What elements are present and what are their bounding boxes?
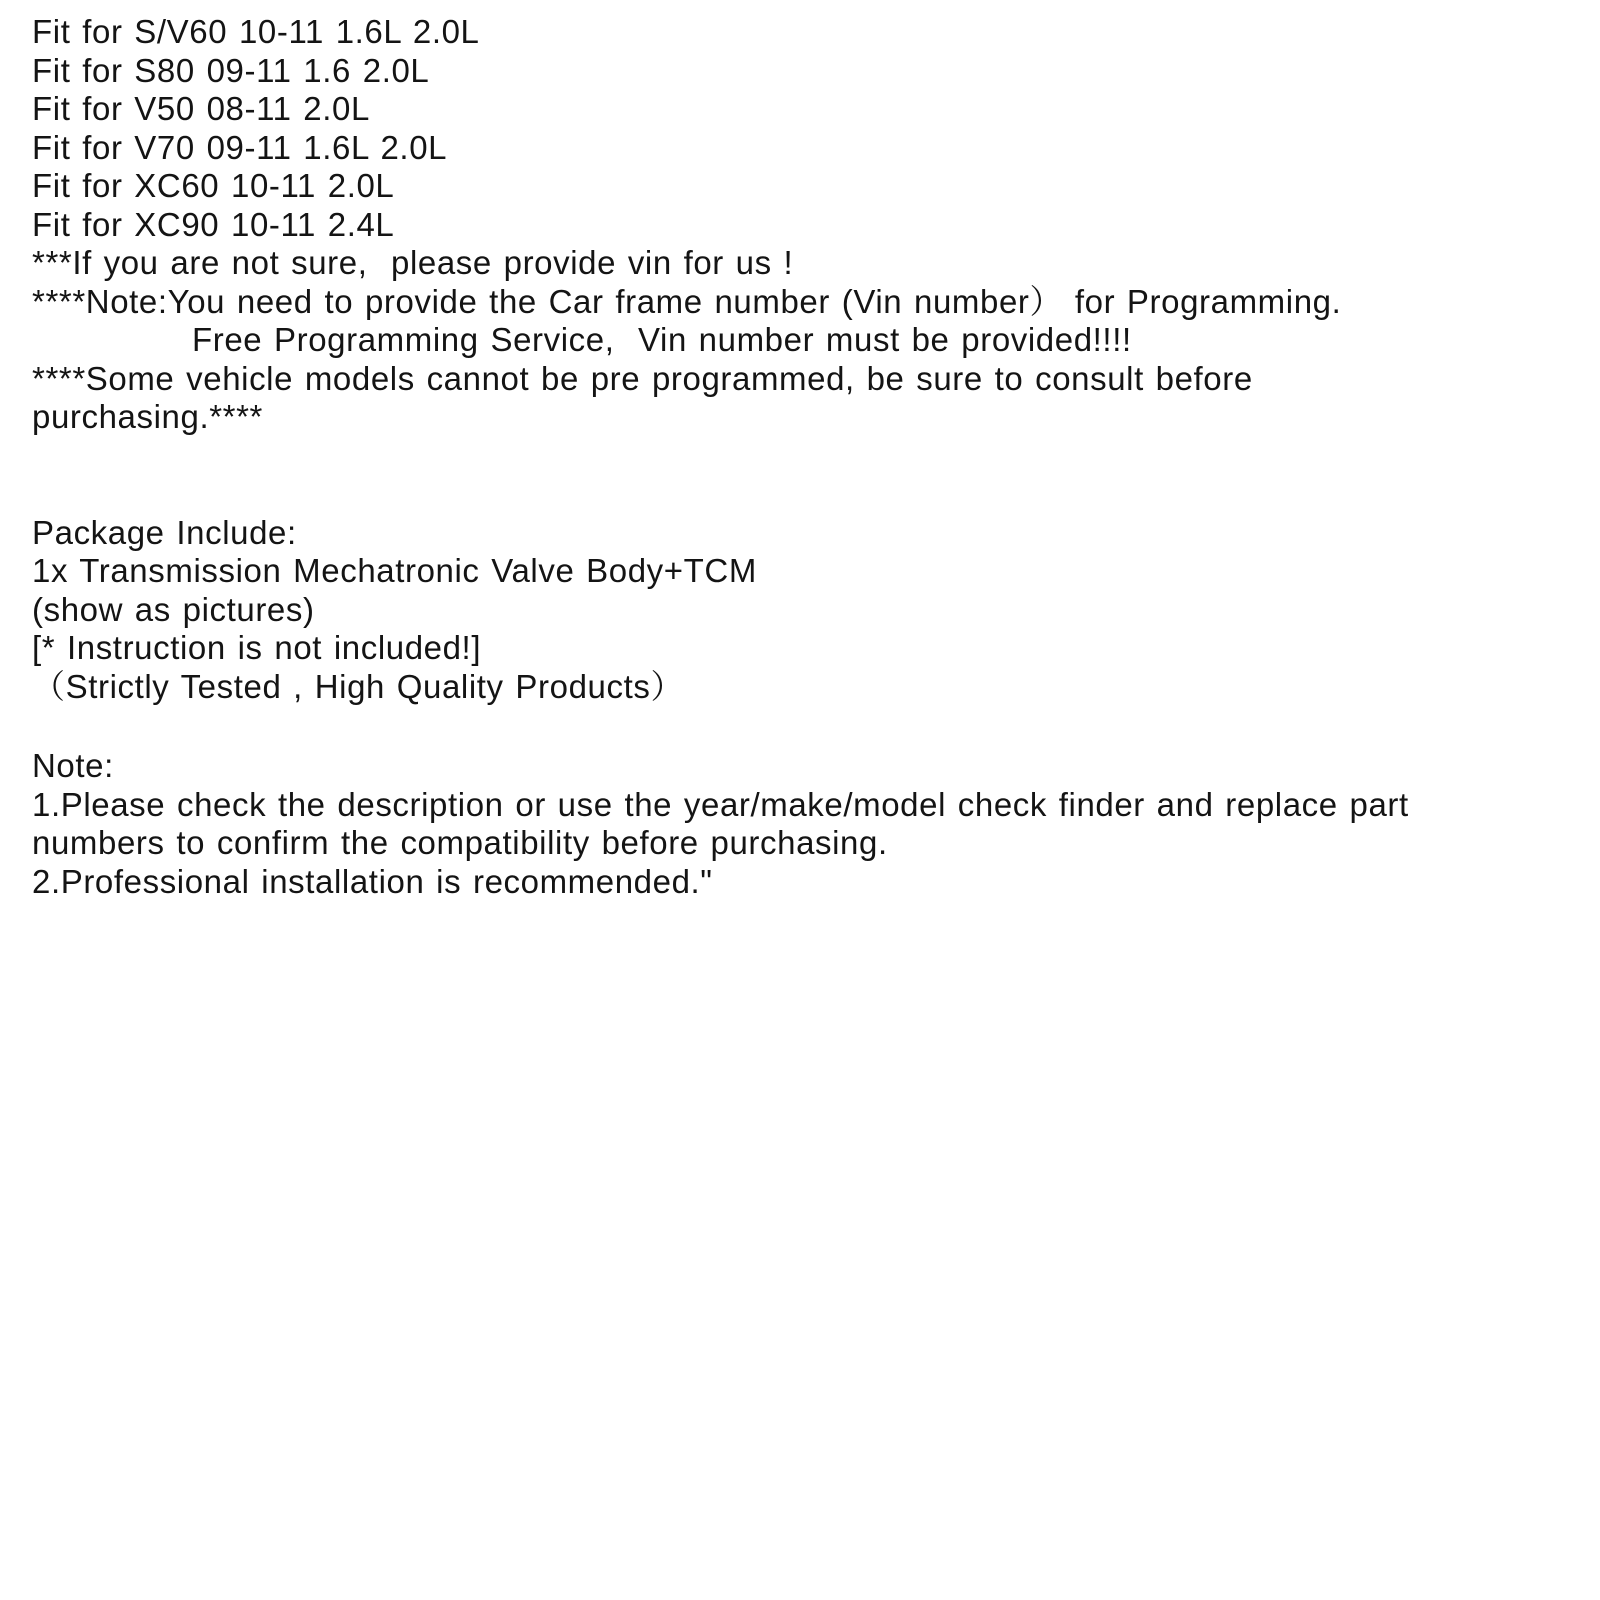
fitment-section xyxy=(32,13,1580,244)
fitment-line: Fit for XC90 10-11 2.4L xyxy=(32,205,395,243)
package-show-as-pictures: (show as pictures) xyxy=(32,590,315,628)
note-heading: Note: xyxy=(32,747,114,784)
vin-note-free-programming: Free Programming Service, Vin number must be provided!!!! xyxy=(192,321,1132,358)
vin-note-some-models: ****Some vehicle models cannot be pre programmed, be sure to consult before xyxy=(32,359,1253,397)
note-item-1: 1.Please check the description or use the year/make/model check finder and replace part xyxy=(32,785,1409,823)
fitment-line: Fit for V50 08-11 2.0L xyxy=(32,90,370,127)
note-section xyxy=(32,747,1580,901)
fitment-line: Fit for S/V60 10-11 1.6L 2.0L xyxy=(32,13,480,50)
note-item-2: 2.Professional installation is recommended." xyxy=(32,862,713,900)
note-item-1-continued: numbers to confirm the compatibility before purchasing. xyxy=(32,824,888,861)
package-section xyxy=(32,514,1580,707)
package-heading: Package Include: xyxy=(32,513,297,551)
vin-note-not-sure: ***If you are not sure, please provide vin for us ! xyxy=(32,244,794,281)
vin-notes-section xyxy=(32,244,1580,437)
package-item: 1x Transmission Mechatronic Valve Body+TCM xyxy=(32,552,757,589)
vin-note-some-models-continued: purchasing.**** xyxy=(32,398,263,435)
package-quality-note: （Strictly Tested , High Quality Products） xyxy=(32,667,685,705)
fitment-line: Fit for XC60 10-11 2.0L xyxy=(32,167,395,204)
fitment-line: Fit for S80 09-11 1.6 2.0L xyxy=(32,51,430,89)
vin-note-programming: ****Note:You need to provide the Car frame number (Vin number） for Programming. xyxy=(32,282,1342,320)
package-instruction-note: [* Instruction is not included!] xyxy=(32,629,482,666)
fitment-line: Fit for V70 09-11 1.6L 2.0L xyxy=(32,128,448,166)
